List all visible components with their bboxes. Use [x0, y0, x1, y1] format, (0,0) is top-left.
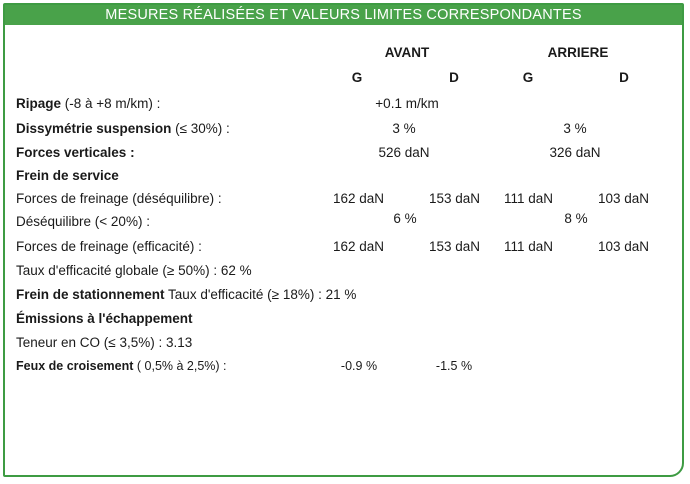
frein-service-heading: Frein de service: [16, 168, 119, 183]
forces-verticales-label: Forces verticales :: [16, 145, 135, 160]
header-arriere: ARRIERE: [547, 45, 609, 60]
header-arriere-g: G: [522, 70, 534, 85]
forces-freinage-efficacite-label: Forces de freinage (efficacité) :: [16, 239, 202, 254]
ripage-detail: (-8 à +8 m/km) :: [64, 96, 161, 111]
forces-freinage-efficacite-arriere-d: 103 daN: [597, 239, 649, 254]
measurements-card: [3, 3, 684, 477]
dissymetrie-label: Dissymétrie suspension: [16, 121, 172, 136]
emissions-heading: Émissions à l'échappement: [16, 311, 193, 326]
feux-croisement-label: Feux de croisement: [16, 359, 134, 373]
frein-stationnement-row: [16, 287, 356, 303]
card-title: MESURES RÉALISÉES ET VALEURS LIMITES CORRESPONDANTES: [5, 5, 682, 25]
forces-freinage-efficacite-avant-d: 153 daN: [428, 239, 480, 254]
feux-croisement-d: -1.5 %: [435, 359, 473, 373]
desequilibre-label: Déséquilibre (< 20%) :: [16, 214, 150, 229]
header-avant-g: G: [351, 70, 363, 85]
feux-croisement-detail: ( 0,5% à 2,5%) :: [136, 359, 227, 373]
taux-efficacite-globale: Taux d'efficacité globale (≥ 50%) : 62 %: [16, 263, 252, 278]
forces-freinage-efficacite-avant-g: 162 daN: [332, 239, 384, 254]
feux-croisement-row-label: [16, 358, 227, 374]
desequilibre-avant: 6 %: [393, 211, 417, 226]
forces-freinage-desequilibre-avant-d: 153 daN: [428, 191, 480, 206]
ripage-label: Ripage: [16, 96, 62, 111]
desequilibre-arriere: 8 %: [564, 211, 588, 226]
frein-stationnement-detail: Taux d'efficacité (≥ 18%) : 21 %: [168, 287, 357, 302]
forces-verticales-avant: 526 daN: [378, 145, 430, 160]
feux-croisement-g: -0.9 %: [340, 359, 378, 373]
frein-stationnement-label: Frein de stationnement: [16, 287, 165, 302]
header-avant-d: D: [449, 70, 459, 85]
forces-freinage-efficacite-arriere-g: 111 daN: [503, 239, 553, 254]
dissymetrie-row-label: [16, 121, 230, 137]
header-arriere-d: D: [619, 70, 629, 85]
ripage-value: +0.1 m/km: [375, 96, 439, 111]
forces-freinage-desequilibre-arriere-g: 111 daN: [503, 191, 553, 206]
header-avant: AVANT: [384, 45, 430, 60]
dissymetrie-detail: (≤ 30%) :: [175, 121, 230, 136]
ripage-row-label: [16, 96, 160, 112]
forces-freinage-desequilibre-arriere-d: 103 daN: [597, 191, 649, 206]
dissymetrie-avant: 3 %: [392, 121, 416, 136]
teneur-co: Teneur en CO (≤ 3,5%) : 3.13: [16, 335, 193, 350]
forces-freinage-desequilibre-avant-g: 162 daN: [332, 191, 384, 206]
forces-freinage-desequilibre-label: Forces de freinage (déséquilibre) :: [16, 191, 222, 206]
forces-verticales-arriere: 326 daN: [549, 145, 601, 160]
dissymetrie-arriere: 3 %: [563, 121, 587, 136]
